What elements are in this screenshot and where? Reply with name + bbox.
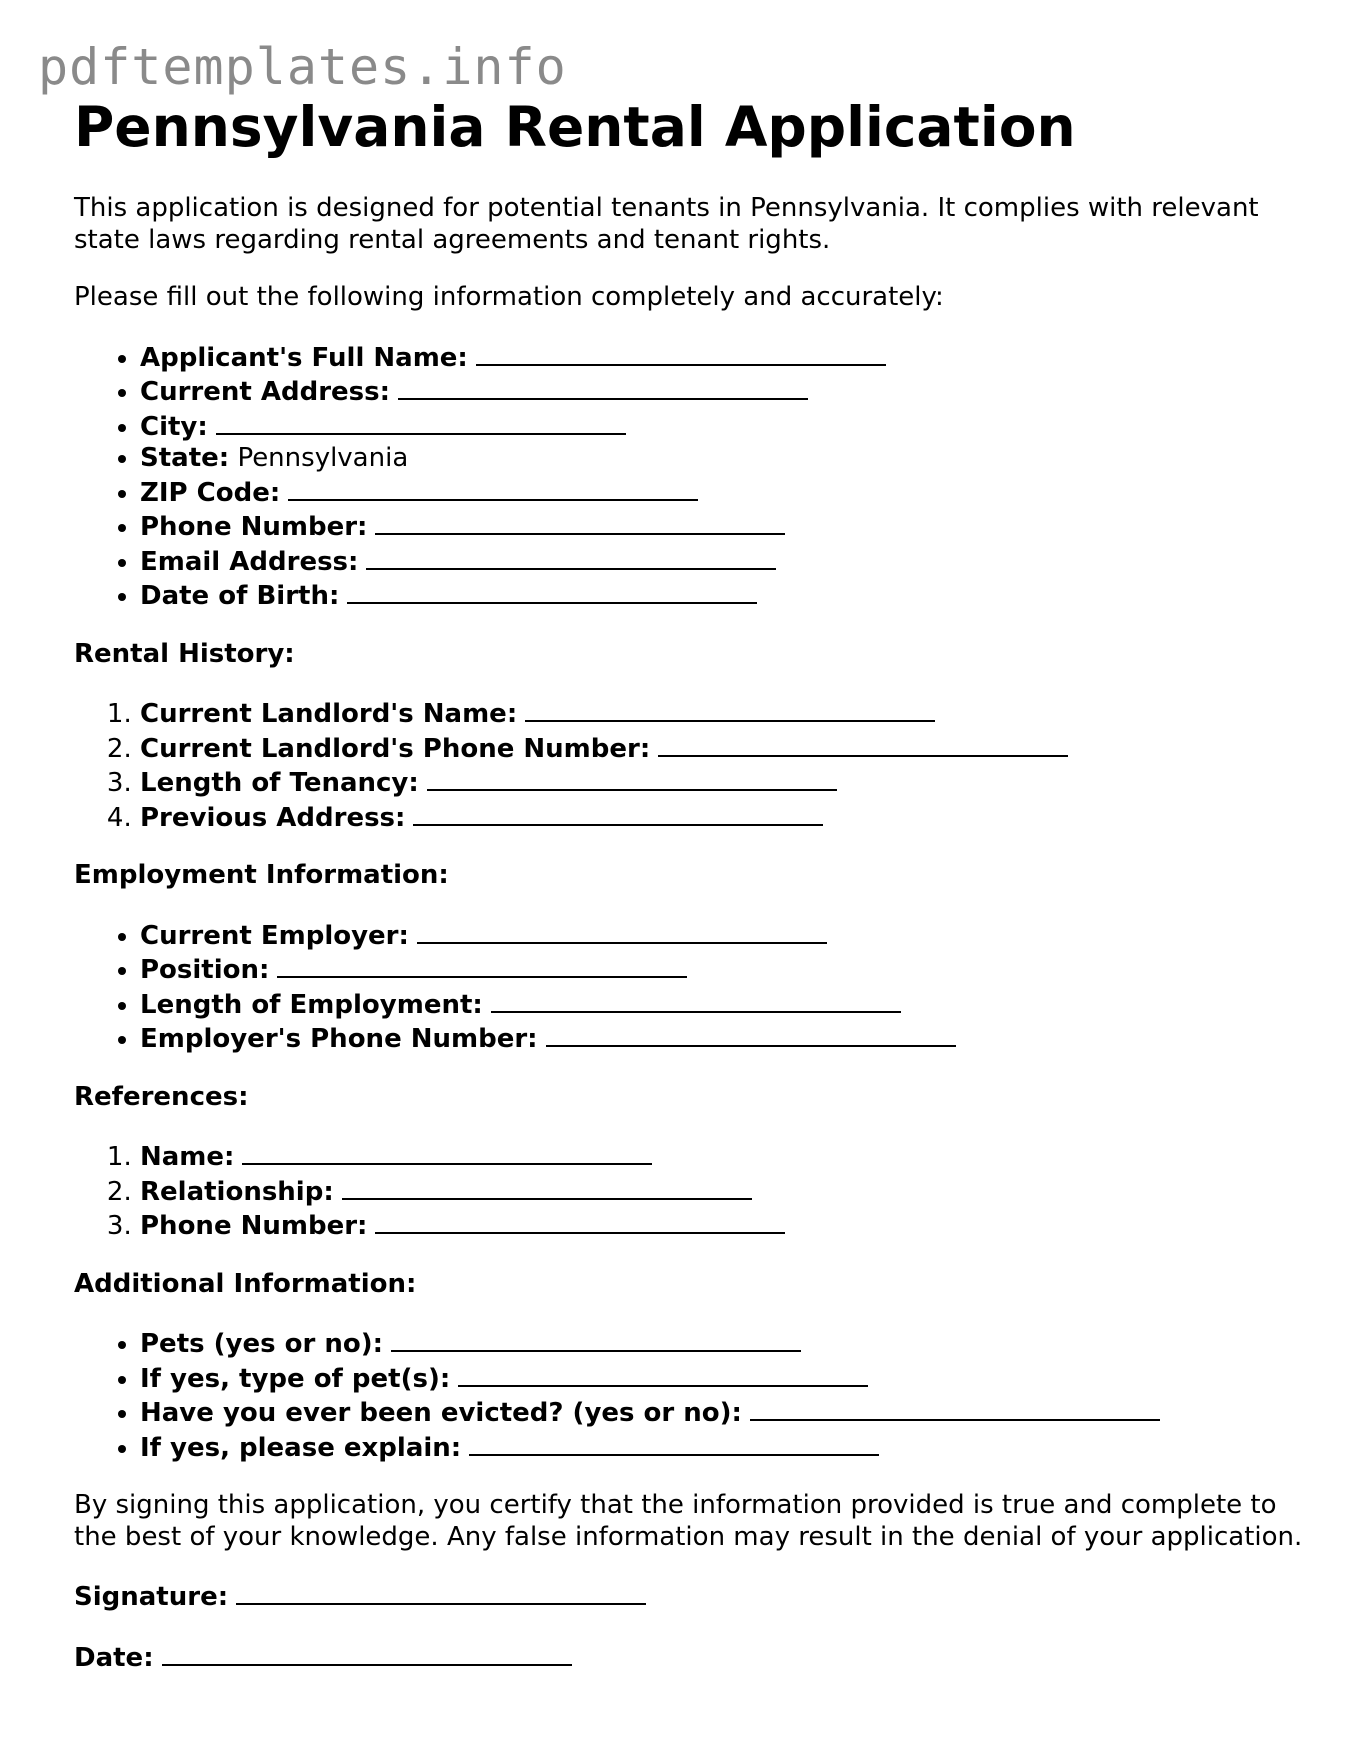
city-field[interactable]	[216, 409, 626, 435]
phone-label: Phone Number:	[140, 512, 368, 542]
evicted-field[interactable]	[750, 1395, 1160, 1421]
date-label: Date:	[74, 1642, 154, 1673]
list-item	[140, 765, 1314, 800]
employment-length-label: Length of Employment:	[140, 989, 483, 1020]
intro-paragraph: This application is designed for potential tenants in Pennsylvania. It complies with relevant state laws regarding rental agreements and tenant rights.	[74, 193, 1259, 255]
employer-field[interactable]	[417, 918, 827, 944]
list-item	[140, 1430, 1314, 1465]
signature-field[interactable]	[236, 1579, 646, 1605]
employment-list	[74, 918, 1314, 1056]
landlord-phone-label: Current Landlord's Phone Number:	[140, 733, 651, 764]
list-item	[140, 475, 1314, 510]
address-label: Current Address:	[140, 377, 391, 407]
instruction-paragraph: Please fill out the following information completely and accurately:	[74, 282, 944, 312]
evicted-label: Have you ever been evicted? (yes or no):	[140, 1398, 742, 1428]
pet-type-label: If yes, type of pet(s):	[140, 1363, 451, 1394]
list-item	[140, 1361, 1314, 1396]
dob-label: Date of Birth:	[140, 581, 340, 611]
employer-label: Current Employer:	[140, 920, 409, 951]
tenancy-length-label: Length of Tenancy:	[140, 768, 419, 798]
zip-field[interactable]	[288, 475, 698, 501]
email-field[interactable]	[366, 544, 776, 570]
list-item	[140, 918, 1314, 953]
list-item	[140, 1395, 1314, 1430]
dob-field[interactable]	[347, 578, 757, 604]
explain-field[interactable]	[469, 1430, 879, 1456]
list-item	[140, 696, 1314, 731]
rental-history-list	[74, 696, 1314, 834]
list-item	[140, 952, 1314, 987]
relationship-field[interactable]	[342, 1174, 752, 1200]
reference-name-field[interactable]	[242, 1139, 652, 1165]
list-item	[140, 374, 1314, 409]
list-item	[140, 544, 1314, 579]
watermark: pdftemplates.info	[38, 38, 567, 96]
employment-heading: Employment Information:	[74, 860, 449, 890]
list-item	[140, 443, 1314, 475]
signature-label: Signature:	[74, 1582, 229, 1612]
landlord-name-label: Current Landlord's Name:	[140, 699, 518, 729]
list-item	[140, 1326, 1314, 1361]
reference-name-label: Name:	[140, 1142, 235, 1172]
employer-phone-field[interactable]	[546, 1021, 956, 1047]
employer-phone-label: Employer's Phone Number:	[140, 1024, 538, 1054]
additional-info-heading: Additional Information:	[74, 1268, 417, 1299]
list-item	[140, 340, 1314, 375]
landlord-name-field[interactable]	[525, 696, 935, 722]
relationship-label: Relationship:	[140, 1176, 334, 1207]
date-field[interactable]	[162, 1640, 572, 1666]
list-item	[140, 509, 1314, 544]
city-label: City:	[140, 411, 208, 442]
page-title: Pennsylvania Rental Application	[74, 95, 1076, 159]
list-item	[140, 578, 1314, 613]
email-label: Email Address:	[140, 546, 359, 577]
additional-info-list	[74, 1326, 1314, 1464]
position-label: Position:	[140, 955, 270, 985]
list-item	[140, 731, 1314, 766]
list-item	[140, 1021, 1314, 1056]
previous-address-field[interactable]	[413, 800, 823, 826]
rental-history-heading: Rental History:	[74, 638, 295, 669]
date-line	[74, 1640, 1314, 1675]
full-name-field[interactable]	[476, 340, 886, 366]
full-name-label: Applicant's Full Name:	[140, 342, 468, 373]
certification-paragraph: By signing this application, you certify that the information provided is true and complete to the best of your knowledge. Any false information may result in the denial of your application.	[74, 1490, 1303, 1552]
pet-type-field[interactable]	[458, 1361, 868, 1387]
list-item	[140, 987, 1314, 1022]
list-item	[140, 800, 1314, 835]
address-field[interactable]	[398, 374, 808, 400]
employment-length-field[interactable]	[491, 987, 901, 1013]
tenancy-length-field[interactable]	[427, 765, 837, 791]
landlord-phone-field[interactable]	[658, 731, 1068, 757]
pets-label: Pets (yes or no):	[140, 1329, 384, 1359]
zip-label: ZIP Code:	[140, 477, 281, 508]
references-list	[74, 1139, 1314, 1243]
position-field[interactable]	[277, 952, 687, 978]
document-body	[74, 95, 1314, 1700]
state-value: Pennsylvania	[237, 443, 409, 473]
references-heading: References:	[74, 1081, 249, 1112]
previous-address-label: Previous Address:	[140, 802, 406, 833]
applicant-info-list	[74, 340, 1314, 613]
phone-field[interactable]	[375, 509, 785, 535]
list-item	[140, 1174, 1314, 1209]
signature-line	[74, 1579, 1314, 1614]
list-item	[140, 1208, 1314, 1243]
explain-label: If yes, please explain:	[140, 1432, 462, 1463]
reference-phone-label: Phone Number:	[140, 1211, 368, 1241]
state-label: State:	[140, 443, 230, 473]
reference-phone-field[interactable]	[375, 1208, 785, 1234]
list-item	[140, 409, 1314, 444]
list-item	[140, 1139, 1314, 1174]
pets-field[interactable]	[391, 1326, 801, 1352]
